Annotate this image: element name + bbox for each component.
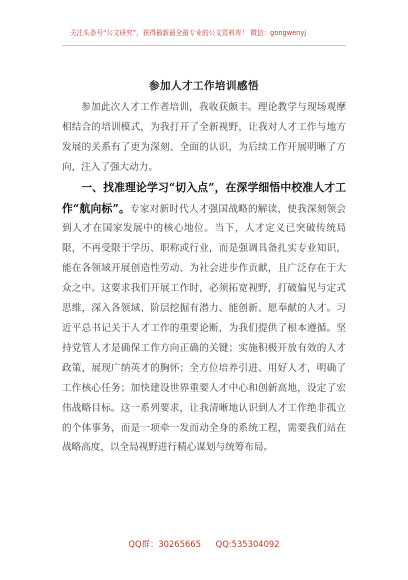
paragraph-intro: 参加此次人才工作者培训，我收获颇丰。理论教学与现场观摩相结合的培训模式，为我打开了全新视野，让我对人才工作与地方发展的关系有了更为深刻、全面的认识，为后续工作开展明晰了方向，注入了强大动力。 (62, 102, 346, 173)
header-divider (62, 45, 346, 46)
footer-qq-group: QQ群：30265665 (128, 539, 201, 549)
section-1-text: 专家对新时代人才强国战略的解读，使我深刻领会到人才在国家发展中的核心地位。当下，人才定义已突破传统局限，不再受限于学历、职称或行业，而是强调具备扎实专业知识，能在各领域开展创造性劳动、为社会进步作贡献，且广泛存在于大众之中。这要求我们开展工作时，必须拓宽视野，打破偏见与定式思维，深入各领域、阶层挖掘有潜力、能创新、愿奉献的人才。习近平总书记关于人才工作的重要论断，为我们提供了根本遵循。坚持党管人才是确保工作方向正确的关键；实施积极开放有效的人才政策，展现广纳英才的胸怀；全方位培养引进、用好人才，明确了工作核心任务；加快建设世界重要人才中心和创新高地，设定了宏伟战略目标。这一系列要求，让我清晰地认识到人才工作绝非孤立的个体事务，而是一项牵一发而动全身的系统工程，需要我们站在战略高度，以全局视野进行精心谋划与统筹布局。 (62, 203, 347, 454)
header-promo-note: 关注头条号“公文研究”，获得最新最全最专业的公文资料库！ 微信：gongwenyj (70, 29, 307, 37)
page-title: 参加人才工作培训感悟 (149, 80, 259, 92)
footer-qq-number: QQ:535304092 (215, 539, 280, 549)
footer-contact (0, 538, 408, 550)
section-heading-1: 一、找准理论学习“切入点”，在深学细悟中校准人才工作“航向标”。 (62, 180, 346, 215)
document-body (62, 98, 346, 458)
paragraph-section-1 (62, 178, 346, 459)
